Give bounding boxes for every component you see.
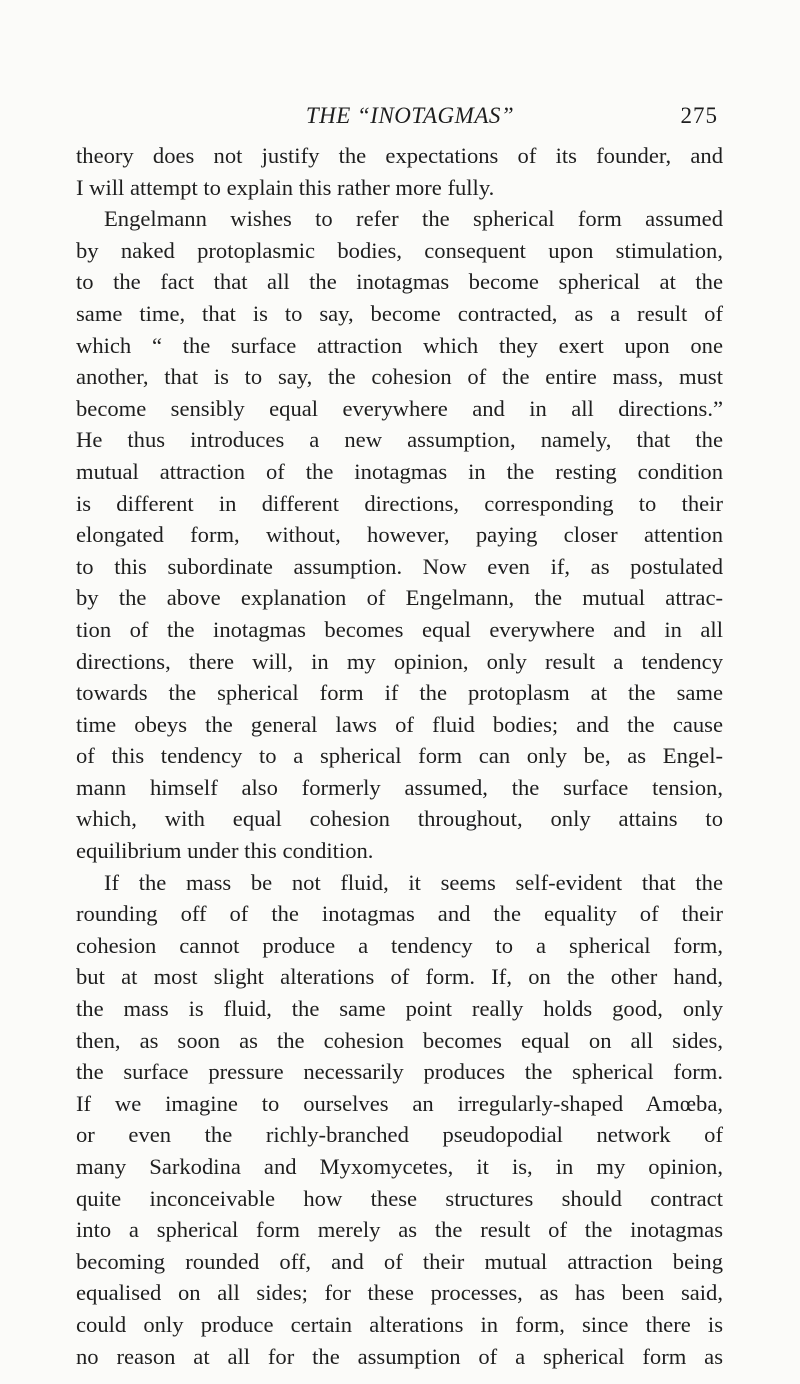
text-line: If we imagine to ourselves an irregularly-shaped Amœba, — [76, 1090, 723, 1116]
text-line: is different in different directions, corresponding to their — [76, 490, 723, 516]
text-line: elongated form, without, however, paying closer attention — [76, 522, 723, 548]
text-line: I will attempt to explain this rather more fully. — [76, 174, 495, 200]
page-header — [0, 97, 800, 133]
text-line: mann himself also formerly assumed, the surface tension, — [76, 774, 723, 800]
text-line: but at most slight alterations of form. If, on the other hand, — [76, 964, 723, 990]
text-line: quite inconceivable how these structures should contract — [76, 1185, 723, 1211]
text-line: which, with equal cohesion throughout, only attains to — [76, 806, 723, 832]
text-line: the mass is fluid, the same point really holds good, only — [76, 996, 723, 1022]
text-line: Engelmann wishes to refer the spherical form assumed — [104, 206, 723, 232]
text-line: another, that is to say, the cohesion of the entire mass, must — [76, 364, 723, 390]
text-line: He thus introduces a new assumption, namely, that the — [76, 427, 723, 453]
page-number: 275 — [680, 103, 718, 128]
text-line: cohesion cannot produce a tendency to a spherical form, — [76, 932, 723, 958]
text-line: to the fact that all the inotagmas become spherical at the — [76, 269, 723, 295]
text-line: equalised on all sides; for these processes, as has been said, — [76, 1280, 723, 1306]
text-line: theory does not justify the expectations of its founder, and — [76, 143, 723, 168]
text-line: many Sarkodina and Myxomycetes, it is, in my opinion, — [76, 1154, 723, 1179]
text-line: the surface pressure necessarily produces the spherical form. — [76, 1059, 723, 1085]
text-line: same time, that is to say, become contracted, as a result of — [76, 300, 723, 326]
text-line: towards the spherical form if the protoplasm at the same — [76, 680, 723, 706]
text-line: which “ the surface attraction which they exert upon one — [76, 332, 723, 358]
text-line: directions, there will, in my opinion, only result a tendency — [76, 648, 723, 674]
text-line: no reason at all for the assumption of a spherical form as — [76, 1343, 723, 1369]
text-line: If the mass be not fluid, it seems self-evident that the — [104, 869, 723, 895]
text-line: then, as soon as the cohesion becomes equal on all sides, — [76, 1027, 723, 1053]
text-line: time obeys the general laws of fluid bodies; and the cause — [76, 711, 723, 737]
text-line: to this subordinate assumption. Now even if, as postulated — [76, 553, 723, 579]
text-line: equilibrium under this condition. — [76, 838, 374, 864]
body-text — [76, 140, 723, 1372]
text-line: rounding off of the inotagmas and the equality of their — [76, 901, 723, 927]
text-line: by the above explanation of Engelmann, the mutual attrac- — [76, 585, 723, 611]
text-line: becoming rounded off, and of their mutual attraction being — [76, 1248, 723, 1274]
text-line: by naked protoplasmic bodies, consequent upon stimulation, — [76, 237, 723, 263]
text-line: or even the richly-branched pseudopodial network of — [76, 1122, 723, 1148]
text-line: could only produce certain alterations in form, since there is — [76, 1311, 723, 1337]
text-line: into a spherical form merely as the result of the inotagmas — [76, 1217, 723, 1243]
text-line: tion of the inotagmas becomes equal everywhere and in all — [76, 616, 723, 642]
running-title: THE “INOTAGMAS” — [305, 103, 515, 128]
text-line: of this tendency to a spherical form can only be, as Engel- — [76, 743, 723, 769]
text-line: become sensibly equal everywhere and in all directions.” — [76, 395, 723, 421]
text-line: mutual attraction of the inotagmas in the resting condition — [76, 458, 723, 484]
